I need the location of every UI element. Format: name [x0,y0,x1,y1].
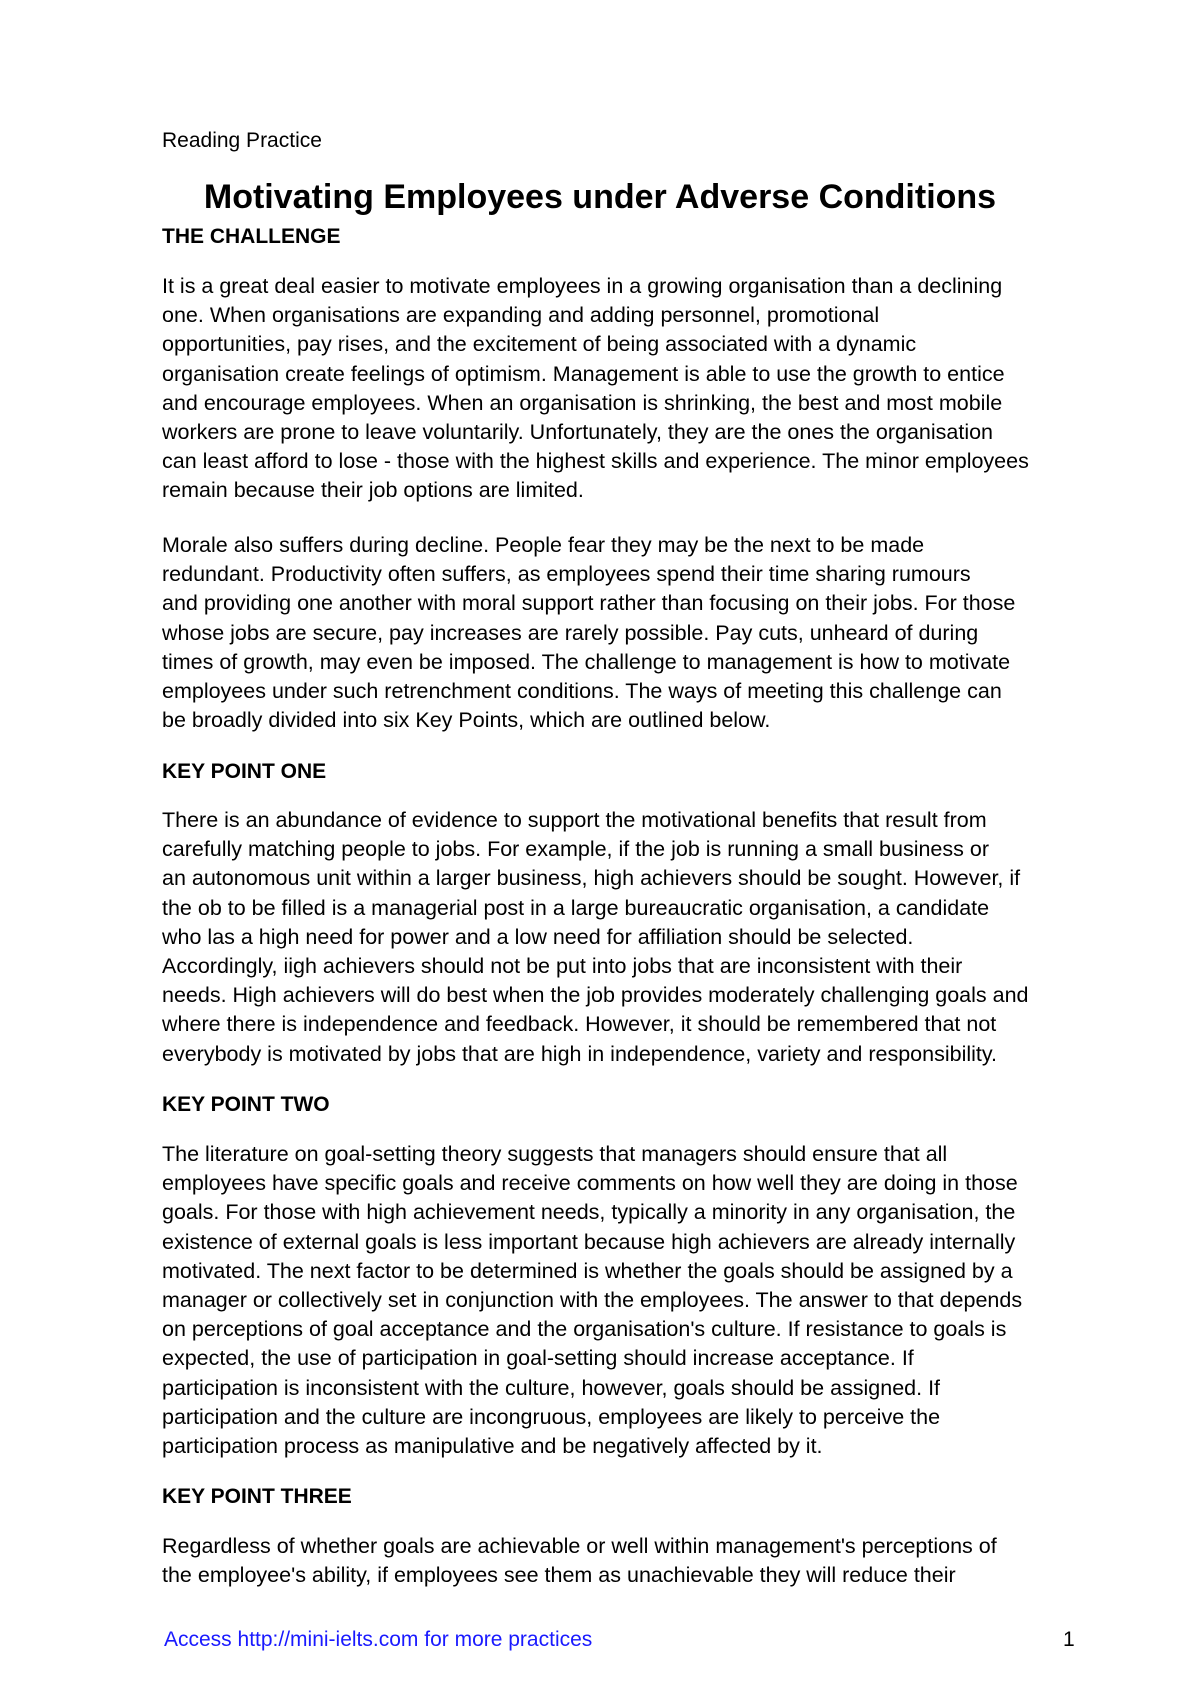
section-heading: KEY POINT TWO [162,1093,330,1116]
text-line: employees have specific goals and receive comments on how well they are doing in those [162,1171,1018,1196]
text-line: manager or collectively set in conjunction with the employees. The answer to that depends [162,1288,1023,1313]
paragraph-text [162,1532,1152,1590]
text-line: needs. High achievers will do best when the job provides moderately challenging goals and [162,983,1029,1008]
text-line: organisation create feelings of optimism. Management is able to use the growth to entice [162,361,1005,386]
text-line: Regardless of whether goals are achievable or well within management's perceptions of [162,1534,997,1558]
section-key-point-two [162,1092,1152,1118]
paragraph [162,272,1152,506]
text-line: an autonomous unit within a larger business, high achievers should be sought. However, if [162,866,1021,891]
paragraph-text [162,806,1152,1069]
section-key-point-three [162,1484,1152,1510]
document-title: Motivating Employees under Adverse Conditions [203,178,997,216]
paragraph [162,1532,1152,1590]
text-line: employees under such retrenchment conditions. The ways of meeting this challenge can [162,679,1002,704]
text-line: carefully matching people to jobs. For example, if the job is running a small business or [162,837,989,862]
footer-link[interactable]: Access http://mini-ielts.com for more practices [164,1628,593,1651]
text-line: remain because their job options are limited. [162,478,584,503]
text-line: participation process as manipulative and be negatively affected by it. [162,1434,823,1459]
paragraph-text [162,531,1152,735]
section-heading: KEY POINT ONE [162,760,327,783]
paragraph-text [162,1140,1152,1461]
paragraph [162,1140,1152,1461]
text-line: the ob to be filled is a managerial post in a large bureaucratic organisation, a candidate [162,895,990,920]
text-line: There is an abundance of evidence to support the motivational benefits that result from [162,808,987,832]
text-line: where there is independence and feedback. However, it should be remembered that not [162,1012,997,1037]
text-line: on perceptions of goal acceptance and the organisation's culture. If resistance to goals is [162,1317,1007,1342]
text-line: Accordingly, iigh achievers should not be put into jobs that are inconsistent with their [162,954,963,979]
text-line: the employee's ability, if employees see them as unachievable they will reduce their [162,1563,956,1588]
text-line: and encourage employees. When an organisation is shrinking, the best and most mobile [162,390,1003,415]
paragraph [162,531,1152,735]
text-line: The literature on goal-setting theory suggests that managers should ensure that all [162,1142,948,1166]
section-heading: THE CHALLENGE [162,225,341,248]
text-line: expected, the use of participation in goal-setting should increase acceptance. If [162,1346,914,1371]
section-heading: KEY POINT THREE [162,1485,352,1508]
text-line: redundant. Productivity often suffers, as employees spend their time sharing rumours [162,562,971,587]
text-line: who las a high need for power and a low need for affiliation should be selected. [162,924,914,949]
text-line: can least afford to lose - those with the highest skills and experience. The minor employees [162,449,1029,474]
text-line: everybody is motivated by jobs that are high in independence, variety and responsibility. [162,1041,998,1066]
text-line: participation is inconsistent with the culture, however, goals should be assigned. If [162,1375,941,1400]
text-line: and providing one another with moral support rather than focusing on their jobs. For those [162,591,1016,616]
text-line: times of growth, may even be imposed. The challenge to management is how to motivate [162,649,1011,674]
text-line: It is a great deal easier to motivate employees in a growing organisation than a declining [162,274,1003,298]
text-line: participation and the culture are incongruous, employees are likely to perceive the [162,1404,941,1429]
text-line: one. When organisations are expanding and adding personnel, promotional [162,303,880,328]
section-the-challenge [162,224,1152,250]
paragraph [162,806,1152,1069]
text-line: whose jobs are secure, pay increases are rarely possible. Pay cuts, unheard of during [162,620,979,645]
text-line: opportunities, pay rises, and the excitement of being associated with a dynamic [162,332,917,357]
text-line: goals. For those with high achievement needs, typically a minority in any organisation, the [162,1200,1016,1225]
paragraph-text [162,272,1152,506]
text-line: workers are prone to leave voluntarily. Unfortunately, they are the ones the organisation [162,420,994,445]
section-key-point-one [162,759,1152,785]
text-line: existence of external goals is less important because high achievers are already internally [162,1229,1016,1254]
text-line: motivated. The next factor to be determined is whether the goals should be assigned by a [162,1258,1013,1283]
text-line: Morale also suffers during decline. People fear they may be the next to be made [162,533,925,557]
header-label: Reading Practice [162,129,322,152]
text-line: be broadly divided into six Key Points, which are outlined below. [162,708,771,733]
page-number: 1 [1063,1628,1075,1651]
